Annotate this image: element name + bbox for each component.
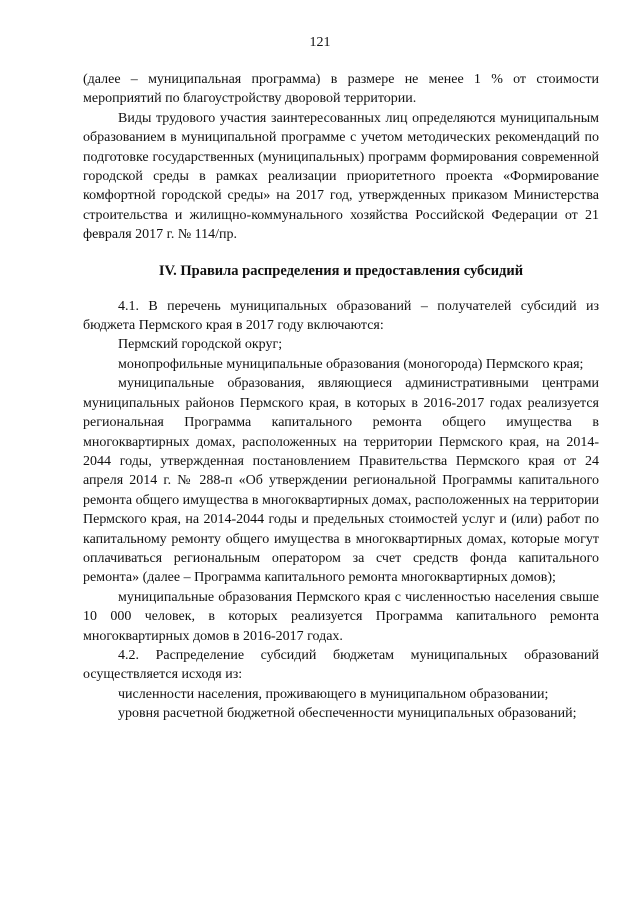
list-item-budget-sufficiency: уровня расчетной бюджетной обеспеченности муниципальных образований;	[118, 706, 577, 722]
page-number: 121	[309, 35, 331, 50]
paragraph-continuation: (далее – муниципальная программа) в размере не менее 1 % от стоимости мероприятий по благоустройству дворовой территории.	[83, 72, 599, 107]
list-item-monotowns: монопрофильные муниципальные образования (моногорода) Пермского края;	[118, 356, 584, 372]
list-item-population: численности населения, проживающего в муниципальном образовании;	[118, 686, 549, 702]
list-item-perm-city: Пермский городской округ;	[118, 337, 283, 353]
paragraph-4-1: 4.1. В перечень муниципальных образований – получателей субсидий из бюджета Пермского края в 2017 году включаются:	[83, 298, 599, 334]
list-item-admin-centers: муниципальные образования, являющиеся административными центрами муниципальных районов Пермского края, в которых в 2016-2017 годах реализуется региональная Программа капитального ремонта общего имущества в многоквартирных домах, расположенных на территории Пермского края, на 2014-2044 годы, утвержденная постановлением Правительства Пермского края от 24 апреля 2014 г. № 288-п «Об утверждении региональной Программы капитального ремонта общего имущества в многоквартирных домах, расположенных на территории Пермского края, на 2014-2044 годы и предельных стоимостей услуг и (или) работ по капитальному ремонту общего имущества в многоквартирных домах, которые могут оплачиваться региональным оператором за счет средств фонда капитального ремонта» (далее – Программа капитального ремонта многоквартирных домов);	[83, 376, 599, 586]
paragraph-labor-participation: Виды трудового участия заинтересованных лиц определяются муниципальным образованием в муниципальной программе с учетом методических рекомендаций по подготовке государственных (муниципальных) программ формирования современной городской среды в рамках реализации приоритетного проекта «Формирование комфортной городской среды» на 2017 год, утвержденных приказом Министерства строительства и жилищно-коммунального хозяйства Российской Федерации от 21 февраля 2017 г. № 114/пр.	[83, 110, 599, 243]
document-body	[83, 70, 599, 724]
list-item-population-over-10000: муниципальные образования Пермского края с численностью населения свыше 10 000 человек, в которых реализуется Программа капитального ремонта многоквартирных домов в 2016-2017 годах.	[83, 589, 599, 644]
paragraph-4-2: 4.2. Распределение субсидий бюджетам муниципальных образований осуществляется исходя из:	[83, 647, 599, 683]
section-heading: IV. Правила распределения и предоставления субсидий	[158, 262, 524, 279]
